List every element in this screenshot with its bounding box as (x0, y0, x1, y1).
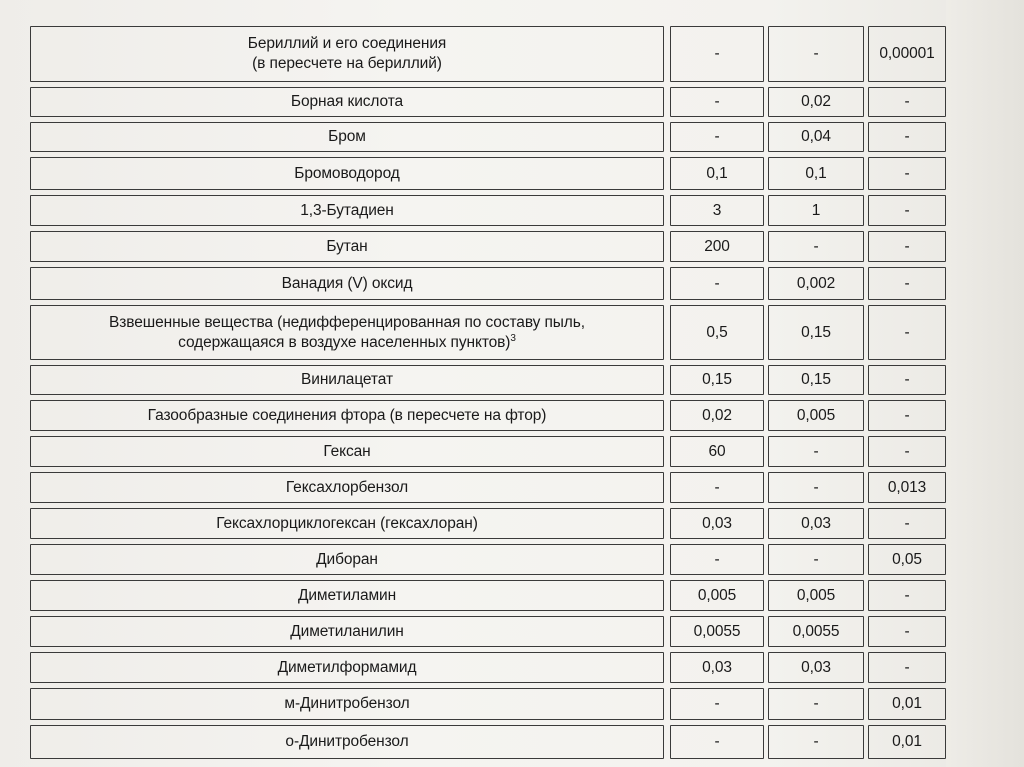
substance-name-cell (30, 87, 664, 117)
value-1-cell: - (670, 267, 764, 300)
table-row (0, 725, 1024, 759)
value-3-cell: - (868, 305, 946, 360)
value-2-cell: 0,15 (768, 305, 864, 360)
value-3-cell: - (868, 400, 946, 431)
table-row (0, 195, 1024, 226)
value-3-cell: 0,05 (868, 544, 946, 575)
substance-name-cell (30, 195, 664, 226)
table-row (0, 87, 1024, 117)
value-1-cell: - (670, 472, 764, 503)
value-2-cell: 0,1 (768, 157, 864, 190)
substance-name: Гексахлорбензол (285, 478, 409, 496)
substance-name-line2 (109, 333, 585, 353)
value-3-cell: 0,01 (868, 688, 946, 720)
value-2-cell: 0,02 (768, 87, 864, 117)
value-3-cell: 0,013 (868, 472, 946, 503)
substance-name: Бутан (326, 237, 368, 255)
value-3-cell: 0,00001 (868, 26, 946, 82)
substance-name: Бериллий и его соединения (247, 35, 447, 52)
value-2-cell: - (768, 26, 864, 82)
value-3-cell: - (868, 508, 946, 539)
substance-name-cell (30, 231, 664, 262)
value-2-cell: 1 (768, 195, 864, 226)
substance-name-cell (30, 652, 664, 683)
table-row (0, 436, 1024, 467)
value-2-cell: 0,005 (768, 400, 864, 431)
value-1-cell: 0,15 (670, 365, 764, 395)
value-1-cell: 0,5 (670, 305, 764, 360)
substance-name: Бром (328, 128, 366, 145)
footnote-marker: 3 (510, 332, 516, 344)
substance-name: Бромоводород (294, 164, 400, 182)
table-row (0, 400, 1024, 431)
value-3-cell: 0,01 (868, 725, 946, 759)
value-2-cell: 0,15 (768, 365, 864, 395)
value-1-cell: 0,03 (670, 508, 764, 539)
substance-name: Диметиламин (297, 586, 397, 604)
substance-name-cell (30, 157, 664, 190)
value-3-cell: - (868, 616, 946, 647)
value-2-cell: 0,04 (768, 122, 864, 152)
value-2-cell: 0,03 (768, 508, 864, 539)
table-row (0, 365, 1024, 395)
value-2-cell: - (768, 231, 864, 262)
value-1-cell: - (670, 87, 764, 117)
substance-name: Диборан (316, 550, 378, 568)
substance-name: Гексахлорциклогексан (гексахлоран) (216, 514, 478, 532)
value-2-cell: - (768, 725, 864, 759)
table-row (0, 580, 1024, 611)
value-3-cell: - (868, 195, 946, 226)
substance-name: м-Динитробензол (284, 695, 410, 712)
value-1-cell: 0,03 (670, 652, 764, 683)
value-2-cell: - (768, 544, 864, 575)
table-row (0, 544, 1024, 575)
substance-name: 1,3-Бутадиен (300, 201, 394, 219)
substance-name-cell (30, 688, 664, 720)
substance-name-cell (30, 305, 664, 360)
value-1-cell: 0,005 (670, 580, 764, 611)
value-1-cell: 3 (670, 195, 764, 226)
substance-name-cell (30, 616, 664, 647)
table-row (0, 305, 1024, 360)
table-row (0, 616, 1024, 647)
substance-name-cell (30, 365, 664, 395)
value-2-cell: 0,0055 (768, 616, 864, 647)
table-row (0, 652, 1024, 683)
value-2-cell: 0,002 (768, 267, 864, 300)
substance-name-cell (30, 400, 664, 431)
substance-name: Взвешенные вещества (недифференцированная по составу пыль, (109, 313, 585, 331)
table-row (0, 267, 1024, 300)
value-1-cell: 60 (670, 436, 764, 467)
value-1-cell: - (670, 544, 764, 575)
table-row (0, 688, 1024, 720)
substance-name: о-Динитробензол (285, 733, 409, 750)
value-3-cell: - (868, 157, 946, 190)
value-1-cell: - (670, 26, 764, 82)
value-1-cell: - (670, 725, 764, 759)
table-row (0, 508, 1024, 539)
substance-name: Диметилформамид (277, 658, 417, 676)
value-2-cell: 0,005 (768, 580, 864, 611)
substance-name: Борная кислота (290, 93, 404, 110)
value-1-cell: - (670, 688, 764, 720)
substance-name-cell (30, 122, 664, 152)
value-2-cell: - (768, 688, 864, 720)
substance-name: Гексан (323, 442, 371, 460)
substance-name-line2: (в пересчете на бериллий) (252, 55, 442, 72)
substance-name-cell (30, 725, 664, 759)
table-row (0, 472, 1024, 503)
substance-name-cell (30, 544, 664, 575)
table-row (0, 26, 1024, 82)
value-3-cell: - (868, 122, 946, 152)
value-3-cell: - (868, 87, 946, 117)
substance-name-cell (30, 472, 664, 503)
substance-name: Винилацетат (301, 371, 393, 388)
value-3-cell: - (868, 231, 946, 262)
value-2-cell: 0,03 (768, 652, 864, 683)
value-2-cell: - (768, 436, 864, 467)
table-row (0, 157, 1024, 190)
value-3-cell: - (868, 267, 946, 300)
value-1-cell: 0,1 (670, 157, 764, 190)
value-3-cell: - (868, 580, 946, 611)
table-row (0, 231, 1024, 262)
value-3-cell: - (868, 436, 946, 467)
value-1-cell: - (670, 122, 764, 152)
substance-name-line2-text: содержащаяся в воздухе населенных пунктов) (178, 333, 511, 351)
substance-name-cell (30, 267, 664, 300)
substance-name: Диметиланилин (290, 622, 404, 640)
substance-name-cell (30, 508, 664, 539)
value-2-cell: - (768, 472, 864, 503)
value-3-cell: - (868, 365, 946, 395)
substance-name-cell (30, 580, 664, 611)
value-1-cell: 200 (670, 231, 764, 262)
substance-name: Ванадия (V) оксид (281, 274, 413, 292)
substance-name: Газообразные соединения фтора (в пересчете на фтор) (147, 406, 547, 424)
value-1-cell: 0,02 (670, 400, 764, 431)
value-3-cell: - (868, 652, 946, 683)
substance-name-cell (30, 436, 664, 467)
value-1-cell: 0,0055 (670, 616, 764, 647)
substance-name-cell (30, 26, 664, 82)
table-row (0, 122, 1024, 152)
